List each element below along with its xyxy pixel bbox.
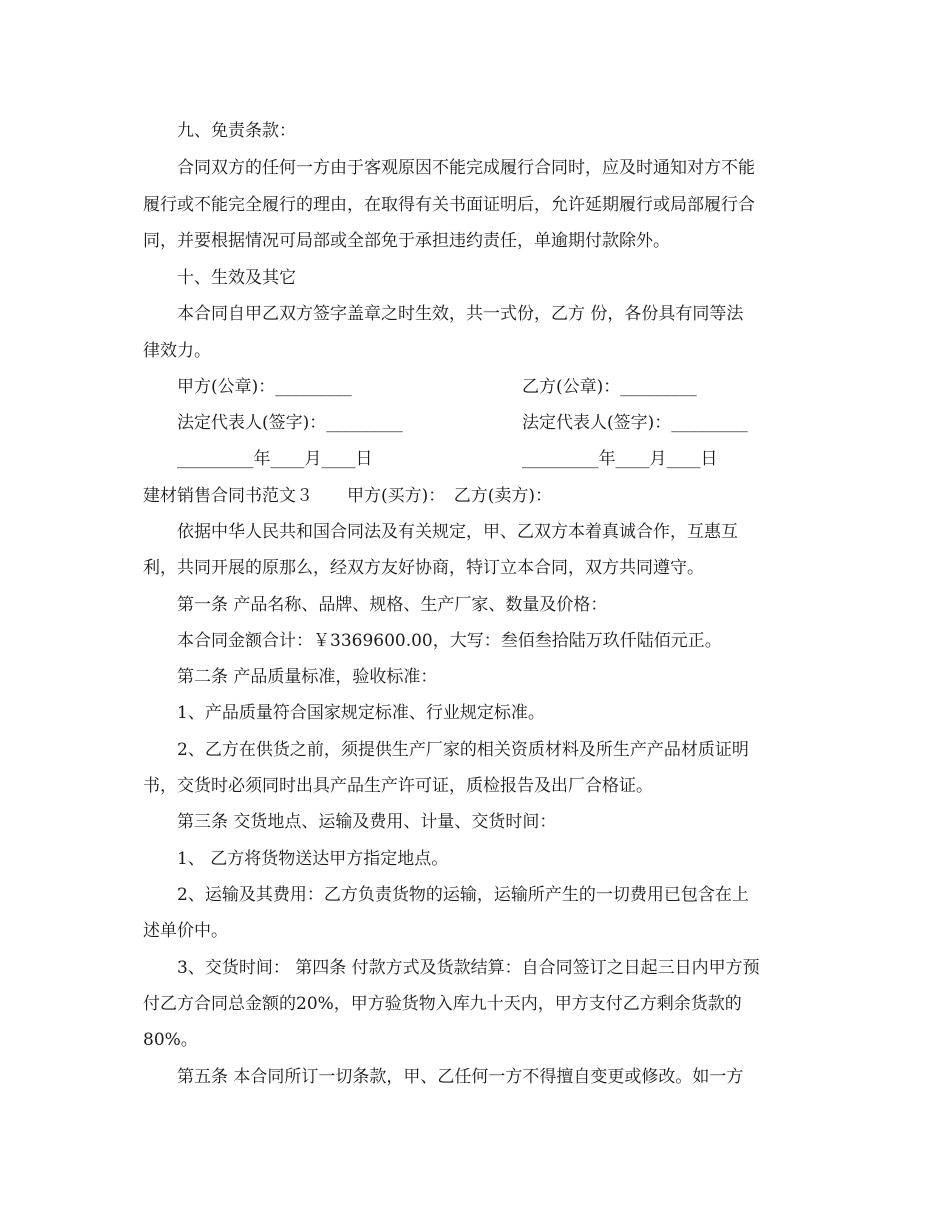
- paragraph-line: 履行或不能完全履行的理由，在取得有关书面证明后，允许延期履行或局部履行合: [143, 195, 755, 215]
- contract-title-line: 建材销售合同书范文３ 甲方(买方)： 乙方(卖方)：: [143, 486, 553, 506]
- paragraph-line: 2、运输及其费用：乙方负责货物的运输，运输所产生的一切费用已包含在上: [177, 885, 749, 905]
- paragraph-line: 书，交货时必须同时出具产品生产许可证，质检报告及出厂合格证。: [143, 776, 653, 796]
- paragraph-line: 律效力。: [143, 341, 211, 361]
- party-b-seal: 乙方(公章)：_________: [522, 377, 697, 397]
- paragraph-line: 1、 乙方将货物送达甲方指定地点。: [177, 849, 449, 869]
- paragraph-line: 同，并要根据情况可局部或全部免于承担违约责任，单逾期付款除外。: [143, 231, 670, 251]
- paragraph-line: 依据中华人民共和国合同法及有关规定，甲、乙双方本着真诚合作，互惠互: [177, 522, 738, 542]
- party-b-date: _________年____月____日: [522, 449, 718, 469]
- party-b-representative: 法定代表人(签字)：_________: [522, 413, 748, 433]
- article-2-heading: 第二条 产品质量标准，验收标准：: [177, 667, 438, 687]
- paragraph-line: 利，共同开展的原那么，经双方友好协商，特订立本合同，双方共同遵守。: [143, 558, 704, 578]
- contract-amount: 本合同金额合计：￥3369600.00，大写：叁佰叁拾陆万玖仟陆佰元正。: [177, 631, 722, 651]
- party-a-representative: 法定代表人(签字)：_________: [177, 413, 403, 433]
- paragraph-line: 2、乙方在供货之前，须提供生产厂家的相关资质材料及所生产产品材质证明: [177, 740, 749, 760]
- paragraph-line: 述单价中。: [143, 921, 228, 941]
- paragraph-line: 合同双方的任何一方由于客观原因不能完成履行合同时，应及时通知对方不能: [177, 158, 755, 178]
- paragraph-line: 80%。: [143, 1030, 198, 1050]
- article-3-heading: 第三条 交货地点、运输及费用、计量、交货时间：: [177, 812, 557, 832]
- paragraph-line: 付乙方合同总金额的20%，甲方验货物入库九十天内，甲方支付乙方剩余货款的: [143, 994, 742, 1014]
- article-5-heading: 第五条 本合同所订一切条款，甲、乙任何一方不得擅自变更或修改。如一方: [177, 1067, 744, 1087]
- section-heading-9: 九、免责条款：: [177, 121, 296, 141]
- article-1-heading: 第一条 产品名称、品牌、规格、生产厂家、数量及价格：: [177, 595, 608, 615]
- paragraph-line: 3、交货时间： 第四条 付款方式及货款结算：自合同签订之日起三日内甲方预: [177, 958, 760, 978]
- party-a-seal: 甲方(公章)：_________: [177, 377, 352, 397]
- party-a-date: _________年____月____日: [177, 449, 373, 469]
- paragraph-line: 本合同自甲乙双方签字盖章之时生效，共一式份，乙方 份，各份具有同等法: [177, 304, 744, 324]
- section-heading-10: 十、生效及其它: [177, 268, 296, 288]
- paragraph-line: 1、产品质量符合国家规定标准、行业规定标准。: [177, 703, 545, 723]
